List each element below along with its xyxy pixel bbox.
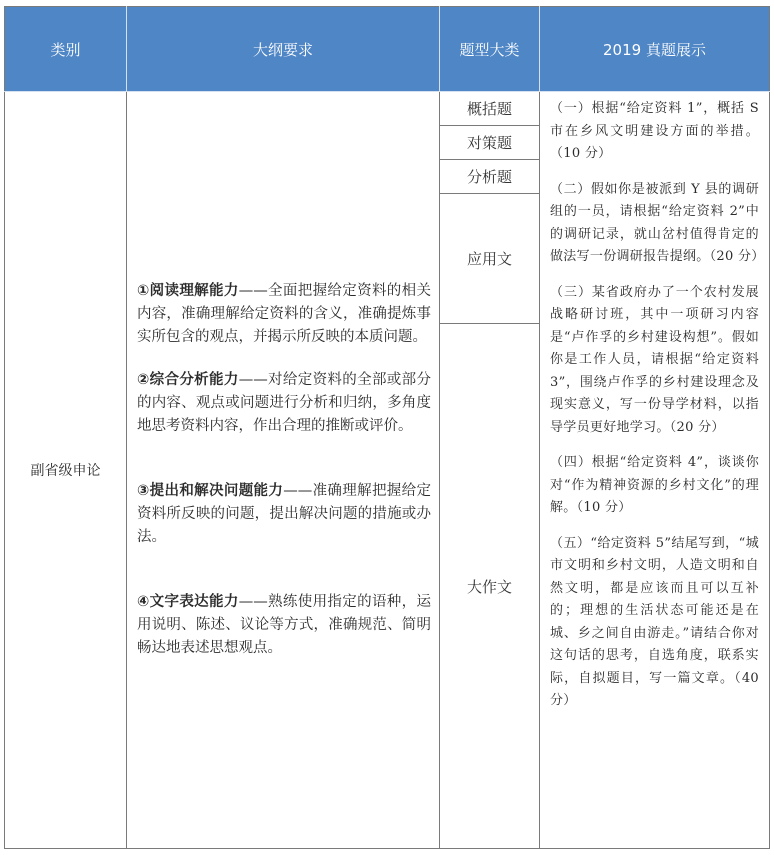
requirement-text: ——准确理解把握给定资料所反映的问题，提出解决问题的措施或办法。 — [137, 483, 431, 545]
category-cell: 副省级申论 — [5, 92, 127, 849]
question-type-countermeasure: 对策题 — [440, 126, 540, 160]
requirements-cell — [127, 92, 440, 849]
question-type-practical-writing: 应用文 — [440, 194, 540, 324]
question-item: （二）假如你是被派到 Y 县的调研组的一员，请根据“给定资料 2”中的调研记录，就山岔村值得肯定的做法写一份调研报告提纲。（20 分） — [550, 181, 765, 264]
requirement-item — [137, 280, 431, 349]
header-category: 类别 — [5, 7, 127, 92]
table-header-row — [5, 7, 770, 92]
requirement-key: ④文字表达能力 — [137, 594, 239, 610]
question-type-summary: 概括题 — [440, 92, 540, 126]
header-question-types: 题型大类 — [440, 7, 540, 92]
question-item: （一）根据“给定资料 1”，概括 S 市在乡风文明建设方面的举措。（10 分） — [550, 101, 759, 161]
header-requirements: 大纲要求 — [127, 7, 440, 92]
requirement-text: ——全面把握给定资料的相关内容，准确理解给定资料的含义，准确提炼事实所包含的观点，并揭示所反映的本质问题。 — [137, 283, 432, 345]
header-exam-questions: 2019 真题展示 — [540, 7, 770, 92]
requirement-key: ②综合分析能力 — [137, 372, 239, 388]
syllabus-table — [4, 6, 770, 849]
requirement-text: ——对给定资料的全部或部分的内容、观点或问题进行分析和归纳，多角度地思考资料内容，作出合理的推断或评价。 — [137, 372, 432, 434]
requirement-key: ③提出和解决问题能力 — [137, 483, 284, 499]
requirement-text: ——熟练使用指定的语种，运用说明、陈述、议论等方式，准确规范、简明畅达地表述思想观点。 — [137, 594, 432, 656]
question-item: （四）根据“给定资料 4”，谈谈你对“作为精神资源的乡村文化”的理解。（10 分） — [550, 455, 759, 515]
requirement-item — [137, 591, 431, 660]
questions-cell — [540, 92, 770, 849]
question-item: （五）“给定资料 5”结尾写到，“城市文明和乡村文明，人造文明和自然文明，都是应该而且可以互补的；理想的生活状态可能还是在城、乡之间自由游走。”请结合你对这句话的思考，自选角度，联系实际，自拟题目，写一篇文章。（40 分） — [550, 535, 759, 708]
table-row — [5, 92, 770, 126]
requirement-item — [137, 480, 431, 549]
question-type-analysis: 分析题 — [440, 160, 540, 194]
question-type-essay: 大作文 — [440, 324, 540, 849]
question-item: （三）某省政府办了一个农村发展战略研讨班，其中一项研习内容是“卢作孚的乡村建设构想”。假如你是工作人员，请根据“给定资料 3”，围绕卢作孚的乡村建设理念及现实意义，写一份导学材料，以指导学员更好地学习。（20 分） — [550, 284, 759, 435]
requirement-item — [137, 369, 431, 438]
requirement-key: ①阅读理解能力 — [137, 283, 239, 299]
